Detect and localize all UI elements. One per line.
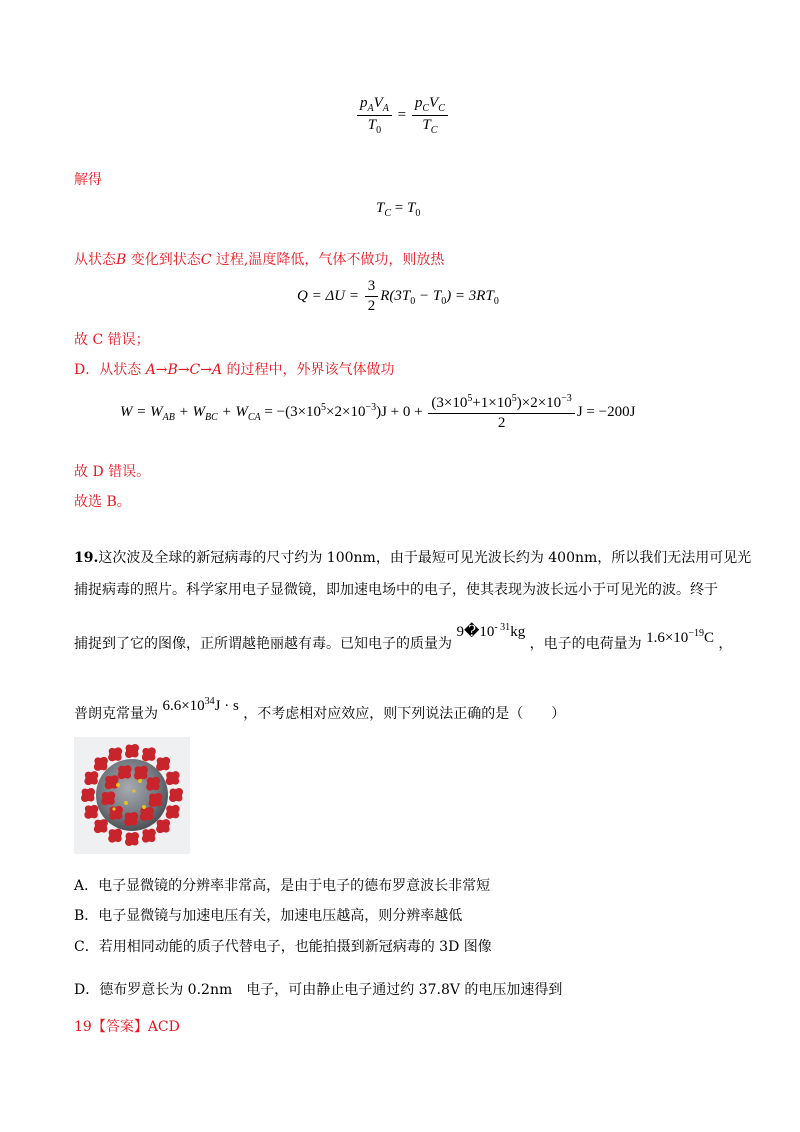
equation-part: + W <box>174 403 205 420</box>
spike-protein <box>125 744 139 758</box>
spike-lobe <box>148 835 155 842</box>
spike-protein <box>134 766 148 780</box>
subscript-a: A <box>367 103 374 114</box>
subscript-a: A <box>382 103 389 114</box>
subscript-c: C <box>430 125 438 136</box>
exponent: −3 <box>365 401 377 413</box>
question-text: 捕捉到了它的图像，正所谓越艳丽越有毒。已知电子的质量为 <box>74 636 452 652</box>
spike-lobe <box>91 778 98 785</box>
equation-work <box>120 393 635 432</box>
charge-exponent: −19 <box>688 628 704 639</box>
spike-lobe <box>163 826 170 833</box>
spike-lobe <box>142 748 149 755</box>
c-wrong-text: 故 C 错误； <box>74 332 150 348</box>
option-a: A．电子显微镜的分辨率非常高，是由于电子的德布罗意波长非常短 <box>74 878 491 894</box>
spike-lobe <box>94 757 101 764</box>
spike-protein <box>81 788 95 802</box>
d-process-text <box>74 360 395 380</box>
answer-text: 19【答案】ACD <box>74 1019 180 1035</box>
equation-part: )×2×10 <box>516 395 562 411</box>
spike-lobe <box>149 793 156 800</box>
spike-protein <box>118 765 132 779</box>
text-part: 的过程中，外界该气体做功 <box>222 362 395 378</box>
spike-lobe <box>131 818 138 825</box>
subscript-ab: AB <box>162 411 175 423</box>
planck-value: 6.6×10 <box>162 698 205 714</box>
equals-sign: = <box>397 106 407 123</box>
equation-part: − T <box>415 287 442 304</box>
state-c: C <box>200 252 212 268</box>
equation-ideal-gas <box>355 95 450 136</box>
spike-lobe <box>132 751 139 758</box>
text-part: 从状态 <box>74 252 116 268</box>
text-part: 变化到状态 <box>126 252 201 268</box>
charge-unit: C <box>703 630 714 646</box>
spike-protein <box>156 757 170 771</box>
fraction-a <box>357 95 392 136</box>
spike-lobe <box>166 805 173 812</box>
subscript-bc: BC <box>204 411 218 423</box>
spike-lobe <box>91 811 98 818</box>
subscript-c: C <box>438 103 445 114</box>
symbol-t: T <box>422 117 431 133</box>
equation-part: J = −200J <box>576 403 636 420</box>
spike-lobe <box>126 745 133 752</box>
spike-lobe <box>147 777 154 784</box>
denominator: 2 <box>367 298 376 314</box>
fraction-work <box>428 393 574 432</box>
question-19-line-1 <box>74 548 751 568</box>
equation-part: W = W <box>120 403 163 420</box>
spike-protein <box>166 771 180 785</box>
subscript-0: 0 <box>376 125 382 136</box>
spike-lobe <box>105 776 112 783</box>
question-19-line-3 <box>74 622 733 654</box>
equation-lhs: Q = ΔU = <box>297 287 359 304</box>
question-text: 普朗克常量为 <box>74 706 158 722</box>
spike-lobe <box>102 792 109 799</box>
exponent: −3 <box>561 393 572 404</box>
spike-lobe <box>172 811 179 818</box>
spike-protein <box>108 829 122 843</box>
spike-lobe <box>155 799 162 806</box>
spike-lobe <box>134 766 141 773</box>
equation-part: +1×10 <box>472 395 512 411</box>
spike-lobe <box>140 772 147 779</box>
question-text: ，电子的电荷量为 <box>529 636 642 652</box>
spike-lobe <box>94 820 101 827</box>
exponent: 5 <box>321 401 327 413</box>
bc-process-text <box>74 250 444 270</box>
symbol-t: T <box>406 200 416 216</box>
final-choice-text: 故选 B。 <box>74 494 131 510</box>
spike-lobe <box>125 812 132 819</box>
denominator: 2 <box>497 415 506 431</box>
equation-part: + W <box>217 403 248 420</box>
planck-constant <box>162 698 238 714</box>
spike-protein <box>142 829 156 843</box>
mass-exponent: - 31 <box>494 622 511 633</box>
option-b: B．电子显微镜与加速电压有关，加速电压越高，则分辨率越低 <box>74 908 463 924</box>
spike-protein <box>166 805 180 819</box>
symbol-t: T <box>376 200 385 216</box>
spike-lobe <box>100 763 107 770</box>
equation-heat <box>297 278 499 315</box>
subscript-0: 0 <box>493 295 499 307</box>
spike-protein <box>84 771 98 785</box>
text-part: 过程,温度降低，气体不做功，则放热 <box>211 252 445 268</box>
charge-value: 1.6×10 <box>646 630 689 646</box>
spike-protein <box>142 747 156 761</box>
option-d: D．德布罗意长为 0.2nm 电子，可由静止电子通过约 37.8V 的电压加速得到 <box>74 982 563 998</box>
spike-protein <box>146 777 160 791</box>
spike-protein <box>124 812 138 826</box>
equals-sign: = <box>394 200 404 216</box>
spike-lobe <box>153 783 160 790</box>
equation-part: ×2×10 <box>326 403 366 420</box>
spike-lobe <box>85 772 92 779</box>
text-part: D．从状态 <box>74 362 146 378</box>
spike-protein <box>148 793 162 807</box>
numerator: 3 <box>365 278 379 297</box>
spike-protein <box>140 807 154 821</box>
symbol-v: V <box>429 95 439 111</box>
spike-lobe <box>157 820 164 827</box>
planck-unit: J · s <box>214 698 239 714</box>
spike-lobe <box>108 798 115 805</box>
spike-protein <box>169 788 183 802</box>
electron-charge <box>646 630 714 646</box>
spike-lobe <box>172 778 179 785</box>
spike-lobe <box>82 789 89 796</box>
mass-value: 9�10 <box>456 624 495 640</box>
spike-lobe <box>148 754 155 761</box>
equation-part: (3×10 <box>431 395 468 411</box>
question-19-line-4 <box>74 696 566 724</box>
coronavirus-illustration <box>74 737 190 854</box>
fraction-c <box>412 95 448 136</box>
spike-lobe <box>115 754 122 761</box>
spike-lobe <box>115 812 122 819</box>
question-text: ， <box>718 636 733 652</box>
question-19-line-2: 捕捉病毒的照片。科学家用电子显微镜，即加速电场中的电子，使其表现为波长远小于可见光的波。终于 <box>74 582 718 598</box>
symbol-v: V <box>373 95 383 111</box>
equation-part: )J + 0 + <box>376 403 423 420</box>
spike-protein <box>108 747 122 761</box>
option-c: C．若用相同动能的质子代替电子，也能拍摄到新冠病毒的 3D 图像 <box>74 939 492 955</box>
exponent: 5 <box>467 393 473 404</box>
equation-tc <box>376 200 420 219</box>
d-wrong-text: 故 D 错误。 <box>74 464 151 480</box>
subscript-c: C <box>384 208 392 219</box>
spike-lobe <box>109 829 116 836</box>
subscript-0: 0 <box>410 295 416 307</box>
spike-lobe <box>132 839 139 846</box>
symbol-t: T <box>367 117 377 133</box>
spike-lobe <box>170 789 177 796</box>
solve-label: 解得 <box>74 172 102 188</box>
spike-lobe <box>115 835 122 842</box>
spike-protein <box>156 819 170 833</box>
state-b: B <box>116 252 127 268</box>
subscript-ca: CA <box>247 411 261 423</box>
equation-part: R(3T <box>380 287 411 304</box>
subscript-c: C <box>422 103 430 114</box>
spike-protein <box>94 757 108 771</box>
spike-lobe <box>166 772 173 779</box>
numerator <box>428 393 574 414</box>
spike-lobe <box>126 833 133 840</box>
fraction-three-halves <box>365 278 379 315</box>
question-number: 19. <box>74 550 99 566</box>
spike-lobe <box>124 772 131 779</box>
planck-exponent: 34 <box>204 696 215 707</box>
spike-lobe <box>157 757 164 764</box>
question-text: 这次波及全球的新冠病毒的尺寸约为 100nm，由于最短可见光波长约为 400nm，所以我们无法用可见光 <box>98 550 752 566</box>
equation-part: ) = 3RT <box>446 287 494 304</box>
mass-unit: kg <box>510 624 526 640</box>
spike-protein <box>94 819 108 833</box>
spike-lobe <box>146 813 153 820</box>
spike-lobe <box>163 763 170 770</box>
symbol-p: p <box>414 95 423 111</box>
subscript-0: 0 <box>415 208 421 219</box>
spike-lobe <box>118 766 125 773</box>
state-path: A→B→C→A <box>145 362 223 378</box>
exponent: 5 <box>511 393 517 404</box>
symbol-p: p <box>360 95 368 111</box>
equation-part: = −(3×10 <box>260 403 322 420</box>
question-text: ，不考虑相对应效应，则下列说法正确的是（ ） <box>243 706 566 722</box>
spike-lobe <box>100 826 107 833</box>
spike-lobe <box>176 795 183 802</box>
spike-protein <box>84 805 98 819</box>
spike-protein <box>105 775 119 789</box>
spike-lobe <box>142 829 149 836</box>
electron-mass <box>456 624 525 640</box>
spike-lobe <box>109 748 116 755</box>
spike-protein <box>125 832 139 846</box>
coronavirus-image <box>74 737 190 854</box>
spike-protein <box>101 791 115 805</box>
spike-protein <box>109 806 123 820</box>
spike-lobe <box>88 795 95 802</box>
subscript-0: 0 <box>441 295 447 307</box>
spike-lobe <box>85 805 92 812</box>
